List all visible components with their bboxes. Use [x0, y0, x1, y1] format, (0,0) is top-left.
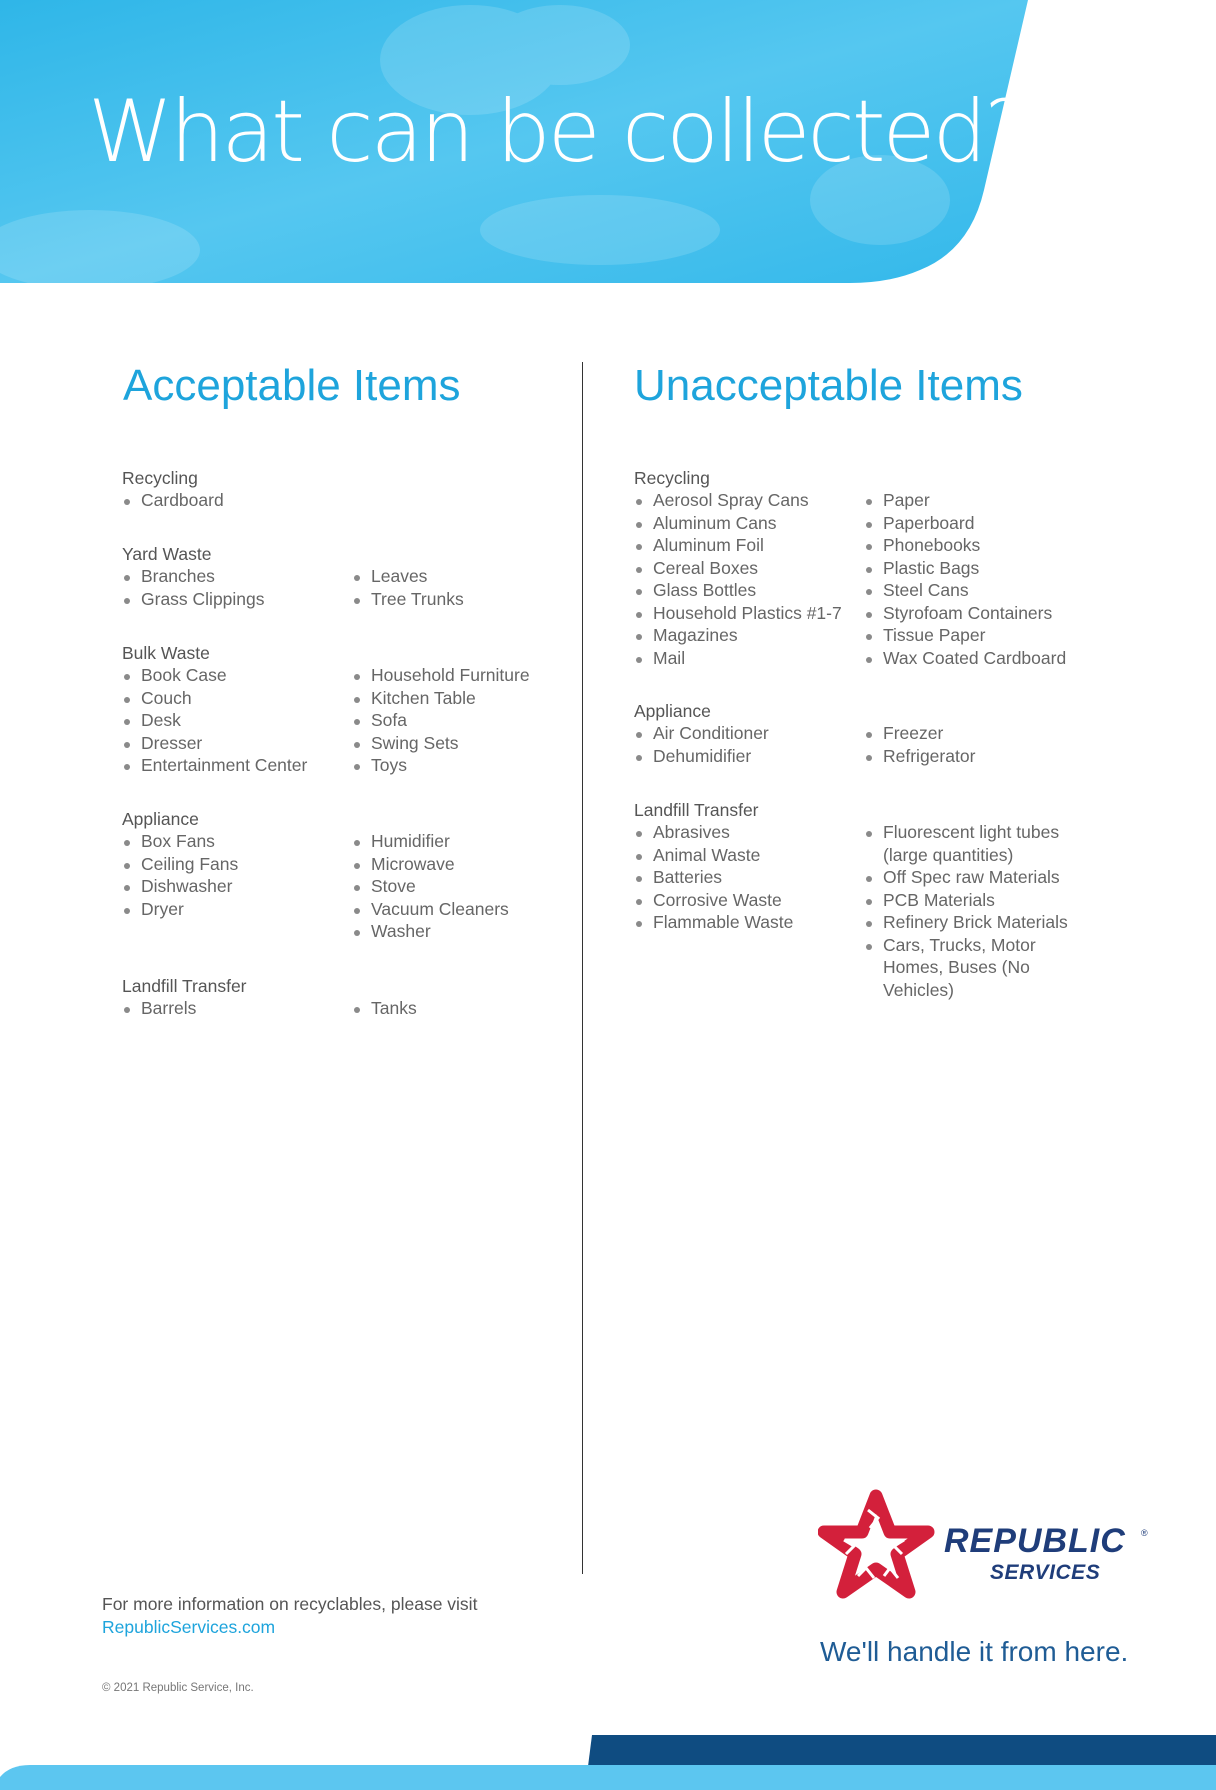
list-item: Dresser: [122, 732, 307, 755]
unacceptable-items-title: Unacceptable Items: [634, 361, 1023, 410]
acceptable-recycling-section: [122, 467, 224, 510]
list-item: PCB Materials: [864, 889, 1068, 912]
list-item: Humidifier: [352, 830, 509, 853]
list-item: Aluminum Cans: [634, 512, 842, 535]
section-heading: Bulk Waste: [122, 643, 210, 663]
list-item: Plastic Bags: [864, 557, 1066, 580]
list-item: Fluorescent light tubes (large quantities): [864, 821, 1068, 866]
item-list-right: [352, 830, 509, 943]
unacceptable-appliance-section: [634, 700, 976, 766]
item-list-left: [122, 997, 196, 1020]
list-item: Box Fans: [122, 830, 238, 853]
footer-info-text: For more information on recyclables, please visit: [102, 1594, 478, 1614]
bottom-decorative-bar: [0, 1735, 1216, 1790]
item-list-left: [122, 830, 238, 920]
list-item: Aerosol Spray Cans: [634, 489, 842, 512]
item-list-left: [634, 821, 793, 934]
list-item: Glass Bottles: [634, 579, 842, 602]
section-heading: Yard Waste: [122, 544, 212, 564]
list-item: Swing Sets: [352, 732, 530, 755]
list-item: Batteries: [634, 866, 793, 889]
header-banner: [0, 0, 1216, 283]
list-item: Book Case: [122, 664, 307, 687]
acceptable-landfill-transfer-section: [122, 975, 417, 1018]
list-item: Household Furniture: [352, 664, 530, 687]
unacceptable-recycling-section: [634, 467, 1067, 668]
list-item: Tree Trunks: [352, 588, 464, 611]
list-item: Desk: [122, 709, 307, 732]
list-item: Aluminum Foil: [634, 534, 842, 557]
list-item: Steel Cans: [864, 579, 1066, 602]
list-item: Freezer: [864, 722, 975, 745]
item-list-left: [122, 664, 307, 777]
section-heading: Recycling: [634, 468, 710, 488]
list-item: Ceiling Fans: [122, 853, 238, 876]
list-item: Paper: [864, 489, 1066, 512]
item-list-left: [634, 489, 842, 669]
list-item: Flammable Waste: [634, 911, 793, 934]
section-heading: Landfill Transfer: [122, 976, 247, 996]
list-item: Mail: [634, 647, 842, 670]
list-item: Refrigerator: [864, 745, 975, 768]
list-item: Cereal Boxes: [634, 557, 842, 580]
acceptable-yard-waste-section: [122, 543, 464, 609]
logo-tagline: We'll handle it from here.: [820, 1636, 1129, 1667]
list-item: Washer: [352, 920, 509, 943]
list-item: Tanks: [352, 997, 417, 1020]
acceptable-appliance-section: [122, 808, 509, 941]
list-item: Wax Coated Cardboard: [864, 647, 1066, 670]
list-item: Tissue Paper: [864, 624, 1066, 647]
footer-info: [102, 1593, 477, 1639]
item-list-right: [352, 997, 417, 1020]
list-item: Off Spec raw Materials: [864, 866, 1068, 889]
section-heading: Recycling: [122, 468, 198, 488]
list-item: Refinery Brick Materials: [864, 911, 1068, 934]
list-item: Paperboard: [864, 512, 1066, 535]
item-list-right: [864, 722, 975, 767]
republic-services-link[interactable]: RepublicServices.com: [102, 1617, 276, 1637]
list-item: Abrasives: [634, 821, 793, 844]
list-item: Toys: [352, 754, 530, 777]
item-list-right: [352, 664, 530, 777]
list-item: Household Plastics #1-7: [634, 602, 842, 625]
list-item: Corrosive Waste: [634, 889, 793, 912]
item-list-right: [864, 489, 1066, 669]
logo-wordmark-republic: REPUBLIC: [944, 1522, 1126, 1560]
list-item: Vacuum Cleaners: [352, 898, 509, 921]
section-heading: Appliance: [122, 809, 199, 829]
column-divider: [582, 362, 583, 1574]
list-item: Air Conditioner: [634, 722, 769, 745]
acceptable-items-title: Acceptable Items: [123, 361, 461, 410]
logo-wordmark-services: SERVICES: [990, 1561, 1101, 1584]
list-item: Microwave: [352, 853, 509, 876]
unacceptable-landfill-transfer-section: [634, 799, 1068, 1000]
logo-registered-mark: ®: [1141, 1528, 1148, 1538]
list-item: Dehumidifier: [634, 745, 769, 768]
item-list-left: [634, 722, 769, 767]
copyright-notice: © 2021 Republic Service, Inc.: [102, 1682, 254, 1694]
acceptable-bulk-waste-section: [122, 642, 530, 775]
list-item: Grass Clippings: [122, 588, 265, 611]
republic-star-logo-icon: [818, 1488, 938, 1606]
list-item: Phonebooks: [864, 534, 1066, 557]
list-item: Stove: [352, 875, 509, 898]
list-item: Branches: [122, 565, 265, 588]
list-item: Cardboard: [122, 489, 224, 512]
list-item: Cars, Trucks, Motor Homes, Buses (No Vehicles): [864, 934, 1068, 1002]
list-item: Leaves: [352, 565, 464, 588]
list-item: Styrofoam Containers: [864, 602, 1066, 625]
list-item: Kitchen Table: [352, 687, 530, 710]
list-item: Sofa: [352, 709, 530, 732]
page-title: What can be collected?: [88, 82, 1027, 182]
list-item: Couch: [122, 687, 307, 710]
item-list-left: [122, 565, 265, 610]
list-item: Magazines: [634, 624, 842, 647]
section-heading: Appliance: [634, 701, 711, 721]
item-list-left: [122, 489, 224, 512]
list-item: Barrels: [122, 997, 196, 1020]
list-item: Dishwasher: [122, 875, 238, 898]
item-list-right: [352, 565, 464, 610]
item-list-right: [864, 821, 1068, 1001]
list-item: Animal Waste: [634, 844, 793, 867]
list-item: Entertainment Center: [122, 754, 307, 777]
list-item: Dryer: [122, 898, 238, 921]
section-heading: Landfill Transfer: [634, 800, 759, 820]
